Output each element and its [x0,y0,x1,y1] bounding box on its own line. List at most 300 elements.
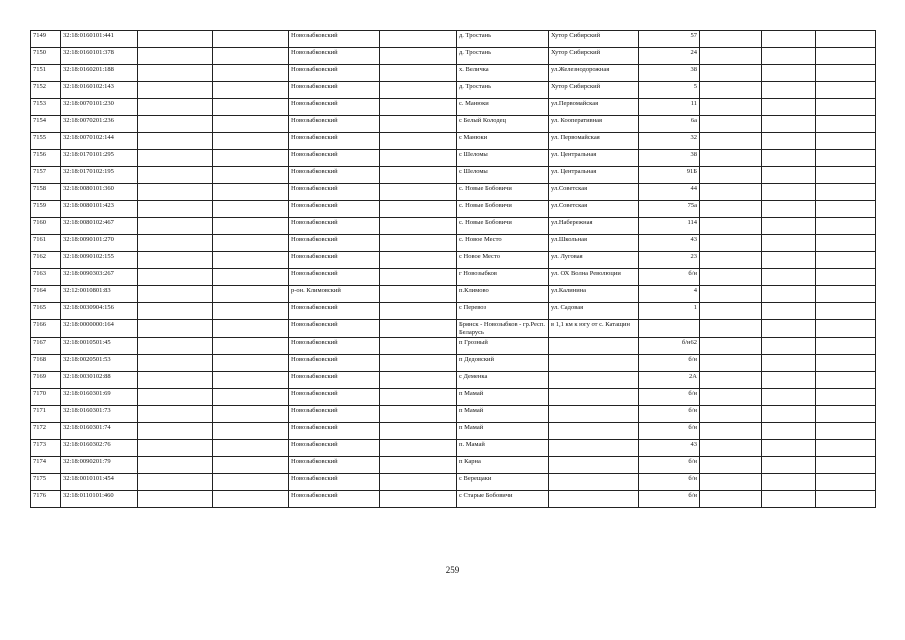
cell-empty-col-3 [138,218,213,235]
cell-cadastral-number: 32:18:0160301:69 [61,389,138,406]
cell-empty-col-4 [213,406,289,423]
cell-empty-col-12 [816,184,876,201]
cell-empty-col-10 [700,286,762,303]
cell-empty-col-6 [380,423,457,440]
cell-empty-col-3 [138,150,213,167]
cell-empty-col-6 [380,99,457,116]
cell-empty-col-6 [380,303,457,320]
cell-empty-col-10 [700,48,762,65]
cell-empty-col-6 [380,338,457,355]
cell-district: Новозыбковский [289,150,380,167]
cell-settlement: г Новозыбков [457,269,549,286]
table-row [31,31,876,48]
cell-settlement: с Новое Место [457,252,549,269]
cell-empty-col-11 [762,201,816,218]
cell-empty-col-6 [380,389,457,406]
cell-empty-col-6 [380,252,457,269]
cell-empty-col-12 [816,82,876,99]
cell-empty-col-12 [816,491,876,508]
table-row [31,82,876,99]
cell-row-number: 7161 [31,235,61,252]
cell-cadastral-number: 32:18:0160301:74 [61,423,138,440]
cell-house-number: 44 [639,184,700,201]
cell-street: ул. Первомайская [549,133,639,150]
cell-house-number: 91Б [639,167,700,184]
cell-district: Новозыбковский [289,474,380,491]
cell-empty-col-11 [762,133,816,150]
cell-district: Новозыбковский [289,457,380,474]
cell-empty-col-3 [138,269,213,286]
cell-row-number: 7176 [31,491,61,508]
cell-cadastral-number: 32:18:0090201:79 [61,457,138,474]
cell-empty-col-10 [700,82,762,99]
cell-empty-col-11 [762,184,816,201]
cell-empty-col-12 [816,48,876,65]
cell-house-number: б/н [639,457,700,474]
cell-empty-col-6 [380,82,457,99]
cell-settlement: с Перевоз [457,303,549,320]
cell-house-number: б/н [639,491,700,508]
cell-empty-col-3 [138,389,213,406]
cell-district: Новозыбковский [289,355,380,372]
cell-house-number: 1 [639,303,700,320]
cell-empty-col-12 [816,99,876,116]
cell-row-number: 7155 [31,133,61,150]
cell-empty-col-12 [816,389,876,406]
cell-empty-col-3 [138,423,213,440]
cell-empty-col-10 [700,218,762,235]
cell-cadastral-number: 32:18:0090101:270 [61,235,138,252]
cell-settlement: с Шеломы [457,150,549,167]
table-row [31,320,876,338]
cell-district: Новозыбковский [289,167,380,184]
cell-street: ул.Калинина [549,286,639,303]
cell-empty-col-4 [213,269,289,286]
cell-empty-col-3 [138,286,213,303]
cell-empty-col-6 [380,65,457,82]
cell-empty-col-10 [700,31,762,48]
cell-house-number: б/н [639,406,700,423]
cell-empty-col-12 [816,457,876,474]
cell-street [549,457,639,474]
cell-cadastral-number: 32:18:0010101:454 [61,474,138,491]
cell-empty-col-3 [138,235,213,252]
cell-district: Новозыбковский [289,82,380,99]
cell-empty-col-12 [816,338,876,355]
cell-empty-col-11 [762,320,816,338]
cell-row-number: 7156 [31,150,61,167]
cell-empty-col-6 [380,167,457,184]
cell-settlement: п Грозный [457,338,549,355]
cell-street [549,406,639,423]
cell-row-number: 7149 [31,31,61,48]
cell-row-number: 7171 [31,406,61,423]
cell-district: Новозыбковский [289,201,380,218]
cell-empty-col-6 [380,218,457,235]
cell-empty-col-3 [138,320,213,338]
cell-house-number: 4 [639,286,700,303]
cell-cadastral-number: 32:18:0080101:360 [61,184,138,201]
cell-empty-col-11 [762,457,816,474]
cell-empty-col-6 [380,406,457,423]
cell-street [549,491,639,508]
cell-settlement: д. Тростань [457,82,549,99]
cell-empty-col-10 [700,252,762,269]
cell-house-number: 11 [639,99,700,116]
cell-house-number: 114 [639,218,700,235]
cell-empty-col-4 [213,320,289,338]
cell-empty-col-11 [762,423,816,440]
cell-empty-col-12 [816,372,876,389]
cell-empty-col-12 [816,218,876,235]
cell-district: Новозыбковский [289,423,380,440]
table-row [31,99,876,116]
cell-empty-col-12 [816,286,876,303]
cell-empty-col-4 [213,252,289,269]
cell-row-number: 7162 [31,252,61,269]
cell-row-number: 7174 [31,457,61,474]
cell-street: ул. Центральная [549,167,639,184]
cell-empty-col-10 [700,406,762,423]
cell-empty-col-11 [762,372,816,389]
table-row [31,65,876,82]
cell-settlement: п Карна [457,457,549,474]
cell-cadastral-number: 32:18:0070101:230 [61,99,138,116]
cell-empty-col-11 [762,82,816,99]
cell-district: Новозыбковский [289,184,380,201]
cell-settlement: п Мамай [457,406,549,423]
cell-district: Новозыбковский [289,235,380,252]
cell-empty-col-10 [700,133,762,150]
cell-empty-col-3 [138,48,213,65]
cell-row-number: 7170 [31,389,61,406]
cell-cadastral-number: 32:18:0160302:76 [61,440,138,457]
cell-empty-col-12 [816,65,876,82]
cell-row-number: 7173 [31,440,61,457]
cell-street [549,389,639,406]
cell-empty-col-4 [213,474,289,491]
cell-street: ул.Советская [549,201,639,218]
table-row [31,235,876,252]
cell-empty-col-11 [762,491,816,508]
cell-district: Новозыбковский [289,491,380,508]
cell-house-number: 6а [639,116,700,133]
cell-empty-col-4 [213,457,289,474]
cell-settlement: п Дедовский [457,355,549,372]
cell-empty-col-11 [762,48,816,65]
cell-settlement: с Манюки [457,133,549,150]
cell-district: Новозыбковский [289,116,380,133]
table-row [31,491,876,508]
cell-house-number: 57 [639,31,700,48]
cell-house-number: 38 [639,65,700,82]
cell-cadastral-number: 32:18:0090303:267 [61,269,138,286]
cell-empty-col-12 [816,167,876,184]
cell-settlement: Брянск - Новозыбков - гр.Респ. Беларусь [457,320,549,338]
cell-empty-col-12 [816,474,876,491]
cell-empty-col-12 [816,31,876,48]
cell-empty-col-10 [700,167,762,184]
cell-empty-col-4 [213,31,289,48]
cell-cadastral-number: 32:18:0170101:295 [61,150,138,167]
cell-street: ул. Центральная [549,150,639,167]
cell-empty-col-12 [816,406,876,423]
cell-empty-col-12 [816,201,876,218]
cell-empty-col-4 [213,338,289,355]
cell-settlement: п Мамай [457,423,549,440]
cell-district: Новозыбковский [289,440,380,457]
cell-street [549,338,639,355]
cell-street [549,474,639,491]
cell-empty-col-11 [762,269,816,286]
cell-house-number: 5 [639,82,700,99]
table-row [31,440,876,457]
cell-street [549,355,639,372]
cell-empty-col-11 [762,303,816,320]
cell-empty-col-10 [700,65,762,82]
cell-settlement: д. Тростань [457,31,549,48]
cell-empty-col-11 [762,406,816,423]
cell-cadastral-number: 32:18:0160201:188 [61,65,138,82]
cell-empty-col-3 [138,491,213,508]
cell-empty-col-4 [213,99,289,116]
cell-empty-col-4 [213,355,289,372]
cell-house-number: б/н [639,474,700,491]
cell-empty-col-10 [700,235,762,252]
cell-empty-col-10 [700,269,762,286]
table-row [31,457,876,474]
cell-empty-col-10 [700,303,762,320]
cell-house-number: 75а [639,201,700,218]
cell-street: Хутор Сибирский [549,82,639,99]
cell-empty-col-11 [762,440,816,457]
cell-empty-col-12 [816,133,876,150]
cell-empty-col-6 [380,235,457,252]
cell-street: ул.Первомайская [549,99,639,116]
cell-cadastral-number: 32:18:0090102:155 [61,252,138,269]
register-table [30,30,876,508]
cell-empty-col-6 [380,31,457,48]
cell-empty-col-4 [213,440,289,457]
cell-empty-col-6 [380,372,457,389]
cell-row-number: 7163 [31,269,61,286]
cell-settlement: с Верещаки [457,474,549,491]
cell-empty-col-4 [213,423,289,440]
cell-street: Хутор Сибирский [549,48,639,65]
cell-district: Новозыбковский [289,303,380,320]
cell-empty-col-12 [816,423,876,440]
cell-district: Новозыбковский [289,338,380,355]
cell-empty-col-4 [213,48,289,65]
cell-district: р-он. Климовский [289,286,380,303]
cell-empty-col-10 [700,440,762,457]
cell-district: Новозыбковский [289,389,380,406]
cell-row-number: 7157 [31,167,61,184]
cell-empty-col-10 [700,372,762,389]
cell-empty-col-4 [213,491,289,508]
cell-district: Новозыбковский [289,320,380,338]
cell-empty-col-12 [816,355,876,372]
cell-house-number: б/н [639,423,700,440]
cell-empty-col-12 [816,235,876,252]
cell-empty-col-4 [213,116,289,133]
cell-empty-col-10 [700,116,762,133]
cell-empty-col-3 [138,116,213,133]
cell-street: Хутор Сибирский [549,31,639,48]
cell-row-number: 7167 [31,338,61,355]
cell-cadastral-number: 32:18:0160301:73 [61,406,138,423]
cell-house-number: б/н [639,355,700,372]
cell-empty-col-10 [700,423,762,440]
cell-empty-col-10 [700,99,762,116]
cell-empty-col-6 [380,116,457,133]
cell-empty-col-12 [816,150,876,167]
cell-empty-col-11 [762,218,816,235]
cell-empty-col-11 [762,116,816,133]
cell-empty-col-6 [380,201,457,218]
table-row [31,355,876,372]
cell-empty-col-10 [700,150,762,167]
table-row [31,218,876,235]
cell-empty-col-4 [213,184,289,201]
table-row [31,406,876,423]
cell-empty-col-6 [380,457,457,474]
cell-row-number: 7153 [31,99,61,116]
cell-empty-col-11 [762,389,816,406]
cell-row-number: 7164 [31,286,61,303]
cell-empty-col-3 [138,474,213,491]
cell-street: ул.Железнодорожная [549,65,639,82]
cell-row-number: 7158 [31,184,61,201]
cell-row-number: 7152 [31,82,61,99]
cell-empty-col-4 [213,303,289,320]
cell-cadastral-number: 32:18:0070201:236 [61,116,138,133]
cell-cadastral-number: 32:18:0170102:195 [61,167,138,184]
cell-row-number: 7154 [31,116,61,133]
cell-empty-col-11 [762,355,816,372]
cell-house-number: 43 [639,440,700,457]
cell-cadastral-number: 32:18:0160101:441 [61,31,138,48]
cell-street: в 1,1 км к югу от с. Катащин [549,320,639,338]
cell-empty-col-4 [213,133,289,150]
table-row [31,252,876,269]
cell-cadastral-number: 32:18:0080101:423 [61,201,138,218]
cell-settlement: с. Новые Бобовичи [457,201,549,218]
cell-empty-col-11 [762,99,816,116]
cell-street [549,372,639,389]
cell-row-number: 7165 [31,303,61,320]
cell-empty-col-3 [138,252,213,269]
cell-empty-col-3 [138,31,213,48]
cell-house-number: 2А [639,372,700,389]
cell-empty-col-6 [380,355,457,372]
cell-district: Новозыбковский [289,133,380,150]
cell-row-number: 7160 [31,218,61,235]
cell-district: Новозыбковский [289,218,380,235]
cell-district: Новозыбковский [289,48,380,65]
cell-empty-col-3 [138,184,213,201]
cell-district: Новозыбковский [289,372,380,389]
cell-empty-col-3 [138,65,213,82]
cell-district: Новозыбковский [289,252,380,269]
cell-house-number: 32 [639,133,700,150]
cell-street: ул. Луговая [549,252,639,269]
cell-empty-col-11 [762,286,816,303]
cell-empty-col-6 [380,133,457,150]
cell-empty-col-3 [138,303,213,320]
cell-street [549,440,639,457]
cell-empty-col-12 [816,303,876,320]
cell-empty-col-4 [213,389,289,406]
cell-house-number: б/н62 [639,338,700,355]
cell-empty-col-12 [816,440,876,457]
cell-settlement: с. Новые Бобовичи [457,218,549,235]
cell-house-number [639,320,700,338]
cell-empty-col-3 [138,82,213,99]
table-row [31,269,876,286]
cell-district: Новозыбковский [289,99,380,116]
cell-empty-col-10 [700,184,762,201]
table-row [31,372,876,389]
cell-row-number: 7151 [31,65,61,82]
cell-empty-col-12 [816,252,876,269]
cell-cadastral-number: 32:18:0000000:164 [61,320,138,338]
table-row [31,116,876,133]
cell-cadastral-number: 32:18:0110101:460 [61,491,138,508]
cell-settlement: п. Мамай [457,440,549,457]
cell-settlement: д. Тростань [457,48,549,65]
cell-cadastral-number: 32:18:0020501:53 [61,355,138,372]
cell-settlement: с Шеломы [457,167,549,184]
cell-settlement: х. Величка [457,65,549,82]
cell-empty-col-11 [762,167,816,184]
cell-empty-col-6 [380,48,457,65]
cell-empty-col-10 [700,491,762,508]
cell-settlement: п.Климово [457,286,549,303]
table-row [31,167,876,184]
cell-empty-col-12 [816,320,876,338]
table-row [31,133,876,150]
cell-empty-col-4 [213,201,289,218]
cell-cadastral-number: 32:18:0070102:144 [61,133,138,150]
table-row [31,48,876,65]
cell-empty-col-3 [138,133,213,150]
cell-empty-col-4 [213,218,289,235]
cell-settlement: с. Новые Бобовичи [457,184,549,201]
cell-empty-col-3 [138,99,213,116]
cell-empty-col-6 [380,491,457,508]
cell-empty-col-4 [213,82,289,99]
cell-empty-col-6 [380,440,457,457]
cell-empty-col-6 [380,320,457,338]
cell-empty-col-6 [380,150,457,167]
cell-empty-col-4 [213,372,289,389]
register-table-body [31,31,876,508]
cell-empty-col-4 [213,286,289,303]
cell-empty-col-3 [138,355,213,372]
cell-row-number: 7159 [31,201,61,218]
cell-row-number: 7150 [31,48,61,65]
cell-empty-col-10 [700,474,762,491]
cell-district: Новозыбковский [289,65,380,82]
table-row [31,286,876,303]
cell-cadastral-number: 32:18:0160101:378 [61,48,138,65]
cell-empty-col-3 [138,406,213,423]
cell-row-number: 7168 [31,355,61,372]
cell-empty-col-12 [816,269,876,286]
cell-cadastral-number: 32:12:0010801:83 [61,286,138,303]
cell-street [549,423,639,440]
